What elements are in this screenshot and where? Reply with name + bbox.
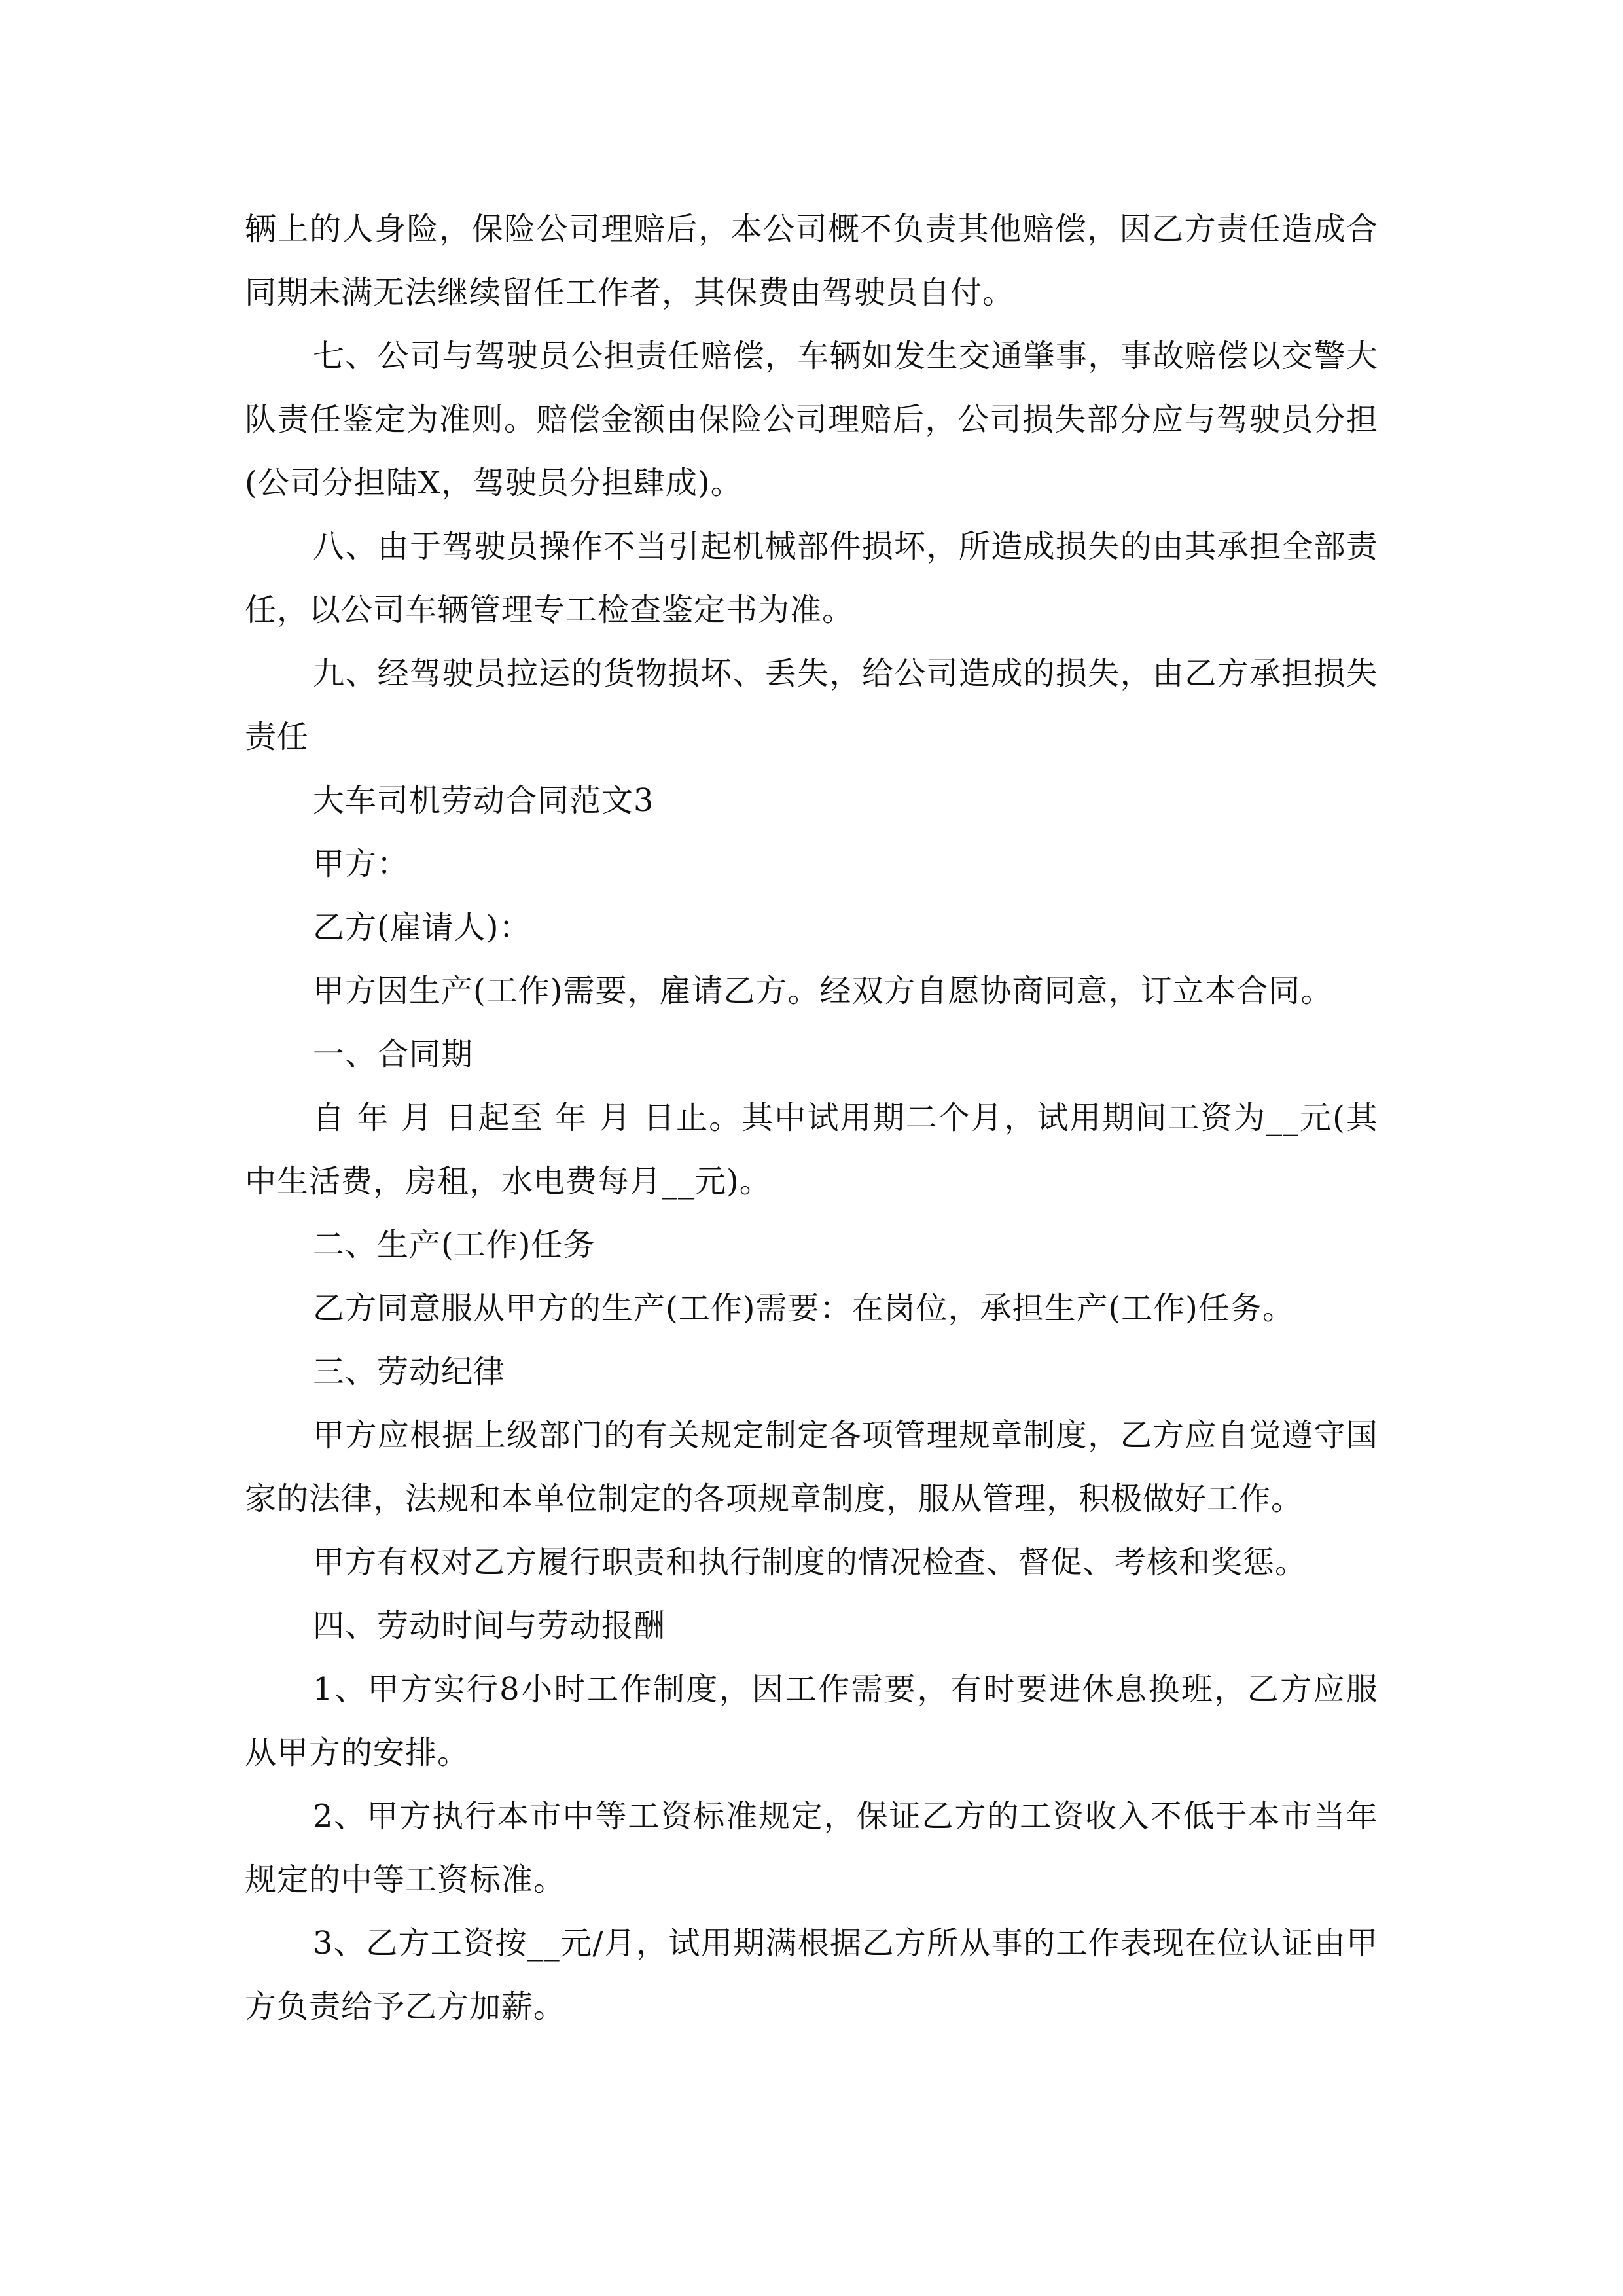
heading-production-task: 二、生产(工作)任务	[313, 1227, 596, 1263]
party-a-line: 甲方：	[313, 846, 410, 882]
paragraph-insurance-continued: 辆上的人身险，保险公司理赔后，本公司概不负责其他赔偿，因乙方责任造成合同期未满无法继续留任工作者，其保费由驾驶员自付。	[245, 211, 1378, 311]
paragraph-supervision: 甲方有权对乙方履行职责和执行制度的情况检查、督促、考核和奖惩。	[313, 1544, 1308, 1581]
paragraph-production-task: 乙方同意服从甲方的生产(工作)需要：在岗位，承担生产(工作)任务。	[313, 1290, 1294, 1327]
paragraph-preamble: 甲方因生产(工作)需要，雇请乙方。经双方自愿协商同意，订立本合同。	[313, 973, 1333, 1009]
paragraph-wage-standard: 2、甲方执行本市中等工资标准规定，保证乙方的工资收入不低于本市当年规定的中等工资标准。	[245, 1798, 1378, 1898]
heading-contract-period: 一、合同期	[313, 1036, 474, 1073]
paragraph-clause-7: 七、公司与驾驶员公担责任赔偿，车辆如发生交通肇事，事故赔偿以交警大队责任鉴定为准则。赔偿金额由保险公司理赔后，公司损失部分应与驾驶员分担(公司分担陆X，驾驶员分担肆成)。	[245, 338, 1378, 501]
paragraph-wage-amount: 3、乙方工资按__元/月，试用期满根据乙方所从事的工作表现在位认证由甲方负责给予乙方加薪。	[245, 1925, 1378, 2025]
heading-working-hours-pay: 四、劳动时间与劳动报酬	[313, 1607, 666, 1644]
paragraph-working-hours: 1、甲方实行8小时工作制度，因工作需要，有时要进休息换班，乙方应服从甲方的安排。	[245, 1671, 1378, 1771]
paragraph-contract-period: 自 年 月 日起至 年 月 日止。其中试用期二个月，试用期间工资为__元(其中生活费，房租，水电费每月__元)。	[245, 1100, 1378, 1200]
paragraph-clause-8: 八、由于驾驶员操作不当引起机械部件损坏，所造成损失的由其承担全部责任，以公司车辆管理专工检查鉴定书为准。	[245, 528, 1378, 628]
paragraph-labor-discipline: 甲方应根据上级部门的有关规定制定各项管理规章制度，乙方应自觉遵守国家的法律，法规和本单位制定的各项规章制度，服从管理，积极做好工作。	[245, 1417, 1378, 1517]
paragraph-clause-9: 九、经驾驶员拉运的货物损坏、丢失，给公司造成的损失，由乙方承担损失责任	[245, 655, 1378, 755]
party-b-line: 乙方(雇请人)：	[313, 909, 531, 946]
heading-labor-discipline: 三、劳动纪律	[313, 1354, 506, 1390]
document-body	[245, 198, 1378, 2039]
section-heading-sample-3: 大车司机劳动合同范文3	[313, 782, 654, 819]
